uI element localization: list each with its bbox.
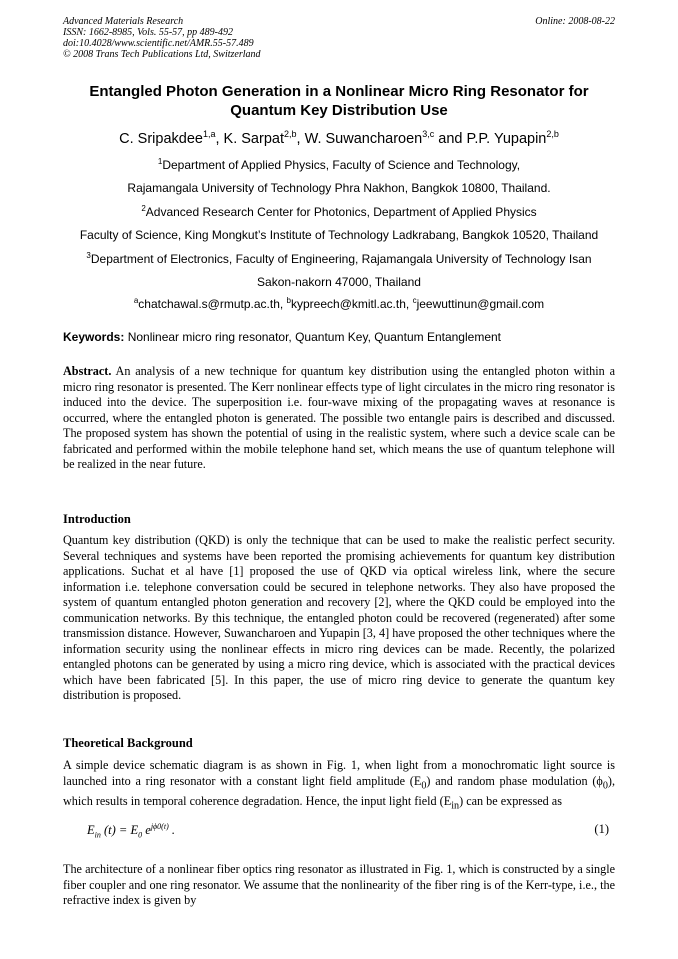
author-name: C. Sripakdee: [119, 130, 203, 147]
eq-text: (t) = E: [100, 823, 139, 838]
equation-1: [63, 822, 615, 840]
eq-subscript: in: [94, 830, 101, 840]
title-line-1: Entangled Photon Generation in a Nonlinear Micro Ring Resonator for: [89, 83, 589, 100]
email-sup: b: [286, 296, 291, 305]
text-run: ) can be expressed as: [459, 793, 562, 808]
eq-text: .: [168, 823, 175, 838]
abstract-label: Abstract.: [63, 364, 112, 378]
email-address: chatchawal.s@rmutp.ac.th,: [138, 297, 287, 311]
subscript: in: [451, 799, 460, 811]
keywords-text: Nonlinear micro ring resonator, Quantum Key, Quantum Entanglement: [124, 330, 501, 344]
affiliation-1-line-2: Rajamangala University of Technology Phra Nakhon, Bangkok 10800, Thailand.: [127, 181, 551, 195]
author-sup: 2,b: [283, 129, 297, 139]
affiliation-3-line-1: [0, 251, 678, 266]
affiliation-2-line-2: Faculty of Science, King Mongkut’s Institute of Technology Ladkrabang, Bangkok 10520, Thailand: [79, 228, 599, 242]
text-run: ), which results in temporal coherence degradation. Hence, the input light field (E: [63, 773, 616, 808]
online-date: Online: 2008-08-22: [535, 16, 615, 27]
equation-expression: [87, 822, 175, 840]
author-name: K. Sarpat: [223, 130, 284, 147]
theory-paragraph-1: [63, 758, 615, 814]
introduction-text: Quantum key distribution (QKD) is only the technique that can be used to make the realistic perfect security. Several techniques and systems have been reported the promising achievements for quantum key distribution applications. Suchat et al have [1] proposed the use of QKD via optical wireless link, where the secure information i.e. telephone conversation could be secured in telephone networks. They also have proposed the system of quantum entangled photon generation and recovery [2], where the QKD could be employed into the communication networks. By this technique, the entangled photon could be recovered (regenerated) after some transmission distance. However, Suwancharoen and Yupapin [3, 4] have proposed the other techniques where the information security using the nonlinear effects in micro ring devices can be made. Recently, the polarized entangled photons can be generated by using a micro ring device, which is associated with the practical devices which have been fabricated [5]. In this paper, the use of micro ring device to generate the quantum key distribution is proposed.: [63, 533, 615, 703]
abstract: [63, 364, 615, 473]
email-address: kypreech@kmitl.ac.th,: [291, 297, 413, 311]
email-address: jeewuttinun@gmail.com: [416, 297, 545, 311]
author-sep: ,: [215, 130, 224, 147]
affiliation-text: Advanced Research Center for Photonics, Department of Applied Physics: [145, 205, 537, 219]
title-line-2: Quantum Key Distribution Use: [230, 102, 448, 119]
subscript: 0: [421, 779, 427, 791]
theory-paragraph-2: The architecture of a nonlinear fiber optics ring resonator as illustrated in Fig. 1, which is constructed by a single fiber coupler and one ring resonator. We assume that the nonlinearity of the fiber ring is of the Kerr-type, i.e., the refractive index is given by: [63, 862, 615, 908]
affiliation-2-line-1: [0, 204, 678, 219]
email-line: [0, 296, 678, 311]
affiliation-text: Department of Applied Physics, Faculty of Science and Technology,: [162, 158, 521, 172]
author-sep: ,: [296, 130, 305, 147]
text-run: ) and random phase modulation (ϕ: [426, 773, 603, 788]
journal-name: Advanced Materials Research: [63, 16, 184, 27]
email-sup: c: [412, 296, 417, 305]
author-name: W. Suwancharoen: [304, 130, 423, 147]
affiliation-sup: 3: [86, 251, 91, 260]
author-sup: 1,a: [202, 129, 216, 139]
introduction-heading: Introduction: [63, 512, 131, 526]
abstract-text: An analysis of a new technique for quantum key distribution using the entangled photon within a micro ring resonator is presented. The Kerr nonlinear effects type of light circulates in the micro ring resonator is induced into the device. The superposition i.e. four-wave mixing of the propagating waves at resonance is occurred, where the entangled photon is generated. The possible two entangle pairs is described and discussed. The proposed system has shown the potential of using in the realistic system, where such a device scale can be fabricated and performed within the mobile telephone hand set, which means the use of quantum telephone will be realized in the near future.: [63, 364, 615, 472]
journal-header: [63, 16, 615, 60]
author-sep: and: [434, 130, 467, 147]
author-sup: 2,b: [546, 129, 559, 139]
affiliation-sup: 1: [157, 157, 163, 166]
affiliation-sup: 2: [141, 204, 146, 213]
affiliation-text: Department of Electronics, Faculty of Engineering, Rajamangala University of Technology Isan: [90, 252, 592, 266]
issn-line: ISSN: 1662-8985, Vols. 55-57, pp 489-492: [63, 27, 233, 38]
subscript: 0: [602, 779, 608, 791]
affiliation-1-line-1: [0, 157, 678, 172]
theory-heading: Theoretical Background: [63, 736, 193, 750]
doi-line: doi:10.4028/www.scientific.net/AMR.55-57.489: [63, 38, 254, 49]
eq-superscript: jϕ0(t): [150, 822, 169, 831]
copyright-line: © 2008 Trans Tech Publications Ltd, Switzerland: [63, 49, 261, 60]
email-sup: a: [133, 296, 139, 305]
keywords: [63, 330, 501, 344]
text-run: A simple device schematic diagram is as shown in Fig. 1, when light from a monochromatic light source is launched into a ring resonator with a constant light field amplitude (E: [63, 758, 615, 788]
eq-text: e: [142, 823, 151, 838]
keywords-label: Keywords:: [63, 330, 125, 344]
equation-number: (1): [594, 822, 609, 836]
eq-subscript: 0: [138, 830, 143, 840]
author-sup: 3,c: [422, 129, 435, 139]
affiliation-3-line-2: Sakon-nakorn 47000, Thailand: [257, 275, 421, 289]
author-name: P.P. Yupapin: [466, 130, 547, 147]
author-list: [0, 129, 678, 147]
paper-title: [40, 82, 638, 120]
eq-symbol: E: [87, 823, 95, 838]
